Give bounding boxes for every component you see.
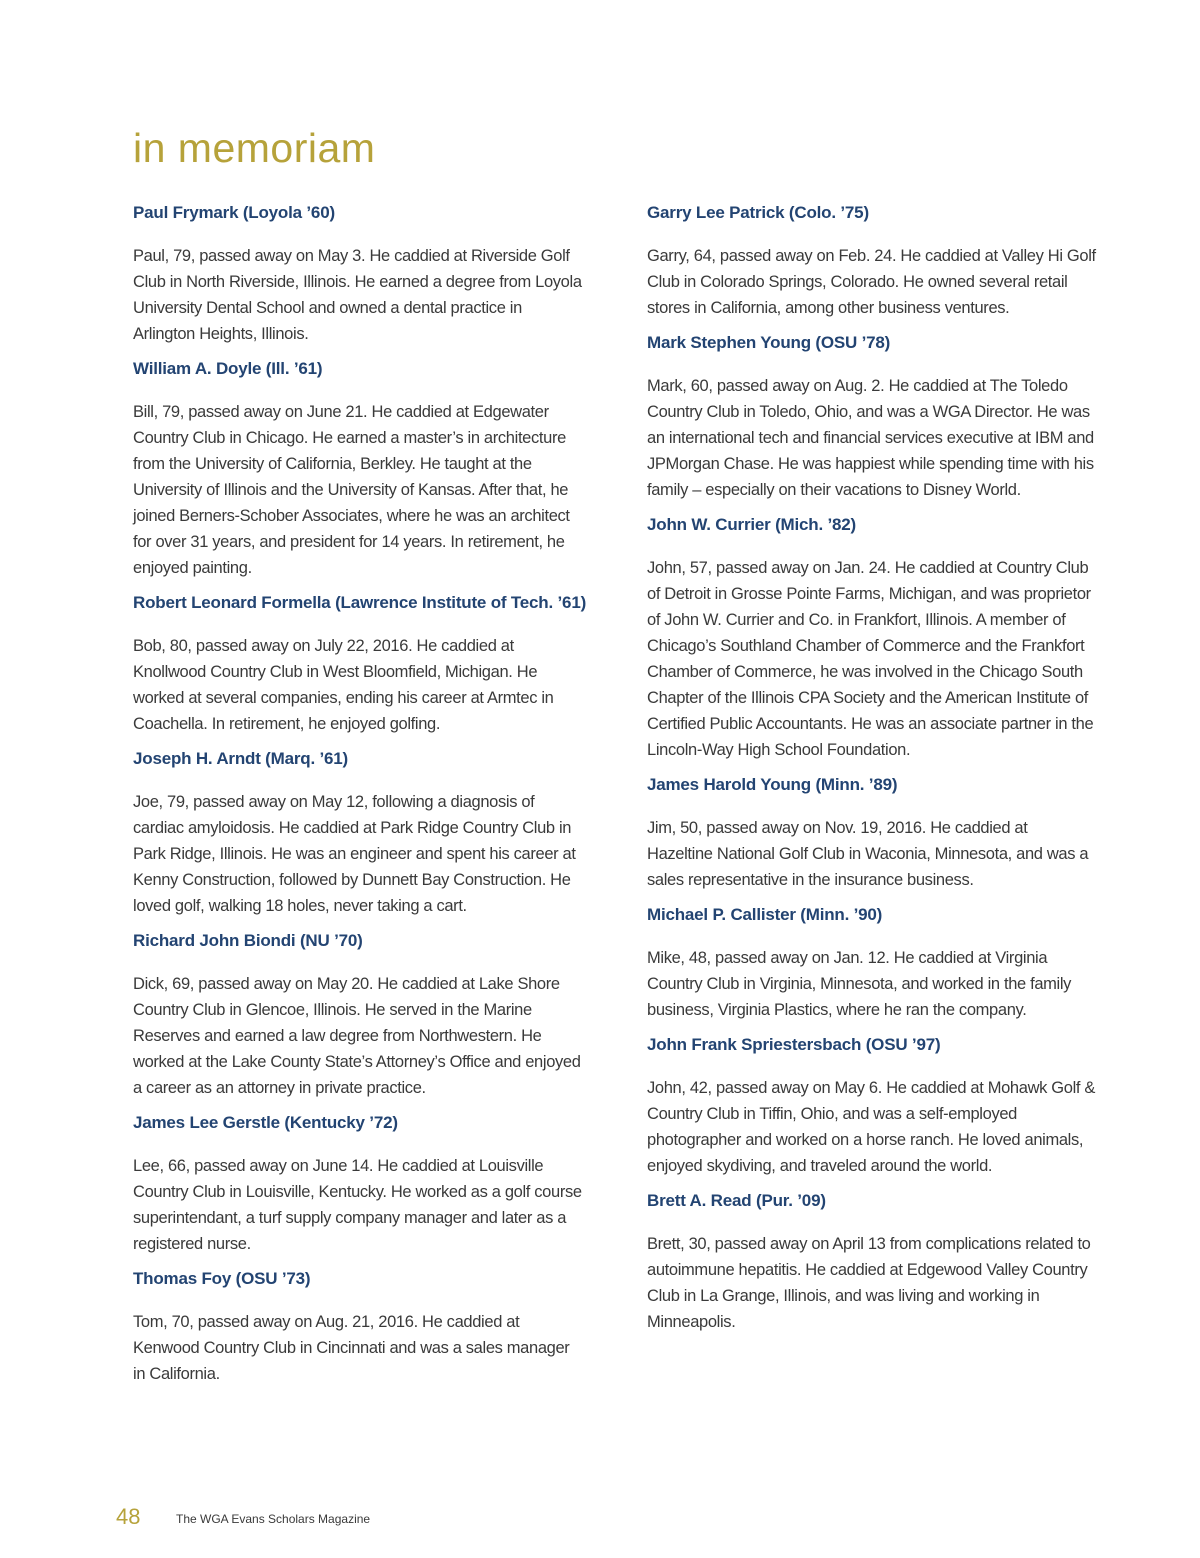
entry-name: Thomas Foy (OSU ’73): [133, 1269, 311, 1288]
entry-text: Mark, 60, passed away on Aug. 2. He caddied at The Toledo Country Club in Toledo, Ohio, and was a WGA Director. He was an international tech and financial services executive at IBM and JPMorgan Chase. He was happiest while spending time with his family – especially on their vacations to Disney World.: [647, 377, 1094, 499]
entry-name: Joseph H. Arndt (Marq. ’61): [133, 749, 348, 768]
memoriam-entry: [647, 330, 1097, 503]
memoriam-entry: [647, 1032, 1097, 1179]
memoriam-entry: [647, 772, 1097, 893]
entry-name: Robert Leonard Formella (Lawrence Institute of Tech. ’61): [133, 593, 587, 612]
entry-name: Paul Frymark (Loyola ’60): [133, 203, 335, 222]
entry-text: Brett, 30, passed away on April 13 from complications related to autoimmune hepatitis. He caddied at Edgewood Valley Country Club in La Grange, Illinois, and was living and working in Minneapolis.: [647, 1235, 1091, 1331]
memoriam-entry: [133, 590, 587, 737]
entry-text: Lee, 66, passed away on June 14. He caddied at Louisville Country Club in Louisville, Kentucky. He worked as a golf course superintendant, a turf supply company manager and later as a registered nurse.: [133, 1157, 582, 1253]
memoriam-entry: [647, 1188, 1097, 1335]
entry-text: Jim, 50, passed away on Nov. 19, 2016. He caddied at Hazeltine National Golf Club in Waconia, Minnesota, and was a sales representative in the insurance business.: [647, 819, 1089, 889]
memoriam-entry: [647, 200, 1097, 321]
left-column: [133, 200, 587, 1396]
entry-text: Bob, 80, passed away on July 22, 2016. He caddied at Knollwood Country Club in West Bloomfield, Michigan. He worked at several companies, ending his career at Armtec in Coachella. In retirement, he enjoyed golfing.: [133, 637, 554, 733]
memoriam-entry: [647, 512, 1097, 763]
page-title: in memoriam: [133, 125, 376, 171]
memoriam-entry: [133, 200, 583, 347]
entry-name: John Frank Spriestersbach (OSU ’97): [647, 1035, 941, 1054]
memoriam-entry: [133, 928, 583, 1101]
entry-text: Garry, 64, passed away on Feb. 24. He caddied at Valley Hi Golf Club in Colorado Springs, Colorado. He owned several retail stores in California, among other business ventures.: [647, 247, 1096, 317]
entry-text: Dick, 69, passed away on May 20. He caddied at Lake Shore Country Club in Glencoe, Illinois. He served in the Marine Reserves and earned a law degree from Northwestern. He worked at the Lake County State’s Attorney’s Office and enjoyed a career as an attorney in private practice.: [133, 975, 581, 1097]
memoriam-entry: [133, 356, 583, 581]
entry-text: Bill, 79, passed away on June 21. He caddied at Edgewater Country Club in Chicago. He earned a master’s in architecture from the University of California, Berkley. He taught at the University of Illinois and the University of Kansas. After that, he joined Berners-Schober Associates, where he was an architect for over 31 years, and president for 14 years. In retirement, he enjoyed painting.: [133, 403, 570, 577]
entry-name: Mark Stephen Young (OSU ’78): [647, 333, 891, 352]
entry-text: Mike, 48, passed away on Jan. 12. He caddied at Virginia Country Club in Virginia, Minnesota, and worked in the family business, Virginia Plastics, where he ran the company.: [647, 949, 1072, 1019]
memoriam-entry: [133, 746, 583, 919]
entry-name: Brett A. Read (Pur. ’09): [647, 1191, 826, 1210]
entry-name: Michael P. Callister (Minn. ’90): [647, 905, 883, 924]
entry-name: Garry Lee Patrick (Colo. ’75): [647, 203, 869, 222]
entry-text: John, 57, passed away on Jan. 24. He caddied at Country Club of Detroit in Grosse Pointe Farms, Michigan, and was proprietor of John W. Currier and Co. in Frankfort, Illinois. A member of Chicago’s Southland Chamber of Commerce and the Frankfort Chamber of Commerce, he was involved in the Chicago South Chapter of the Illinois CPA Society and the American Institute of Certified Public Accountants. He was an associate partner in the Lincoln-Way High School Foundation.: [647, 559, 1094, 759]
publication-title: The WGA Evans Scholars Magazine: [176, 1512, 371, 1526]
entry-name: William A. Doyle (Ill. ’61): [133, 359, 323, 378]
memoriam-entry: [133, 1266, 583, 1387]
entry-name: Richard John Biondi (NU ’70): [133, 931, 363, 950]
entry-text: John, 42, passed away on May 6. He caddied at Mohawk Golf & Country Club in Tiffin, Ohio, and was a self-employed photographer and worked on a horse ranch. He loved animals, enjoyed skydiving, and traveled around the world.: [647, 1079, 1096, 1175]
entry-text: Joe, 79, passed away on May 12, following a diagnosis of cardiac amyloidosis. He caddied at Park Ridge Country Club in Park Ridge, Illinois. He was an engineer and spent his career at Kenny Construction, followed by Dunnett Bay Construction. He loved golf, walking 18 holes, never taking a cart.: [133, 793, 576, 915]
memoriam-entry: [133, 1110, 583, 1257]
page-number: 48: [116, 1504, 141, 1529]
entry-text: Paul, 79, passed away on May 3. He caddied at Riverside Golf Club in North Riverside, Illinois. He earned a degree from Loyola University Dental School and owned a dental practice in Arlington Heights, Illinois.: [133, 247, 582, 343]
memoriam-entry: [647, 902, 1097, 1023]
entry-text: Tom, 70, passed away on Aug. 21, 2016. He caddied at Kenwood Country Club in Cincinnati and was a sales manager in California.: [133, 1313, 570, 1383]
entry-name: James Lee Gerstle (Kentucky ’72): [133, 1113, 398, 1132]
right-column: [647, 200, 1097, 1344]
entry-name: John W. Currier (Mich. ’82): [647, 515, 857, 534]
entry-name: James Harold Young (Minn. ’89): [647, 775, 898, 794]
